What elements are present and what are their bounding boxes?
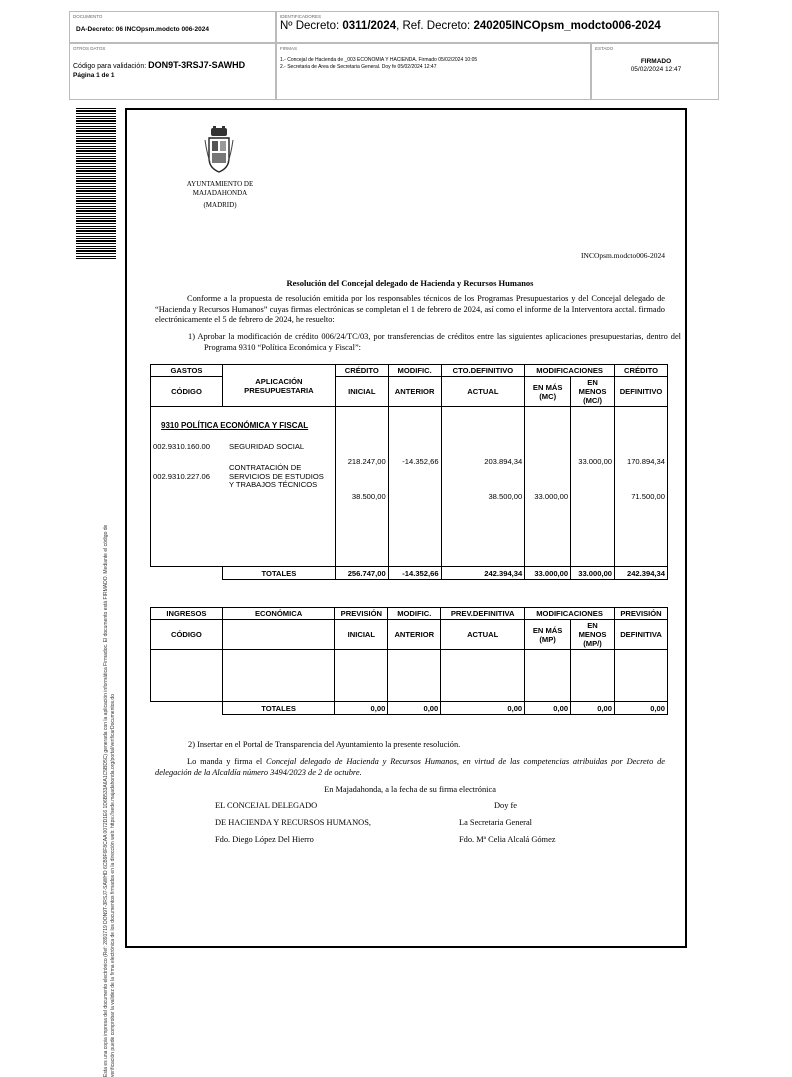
documento-label: DOCUMENTO	[73, 14, 103, 19]
i-h-economica: ECONÓMICA	[222, 608, 335, 620]
estado-date: 05/02/2024 12:47	[630, 66, 682, 73]
gastos-tot-enmas: 33.000,00	[525, 567, 571, 580]
i-h-prevision: PREVISIÓN	[335, 608, 388, 620]
header-firmas-box	[276, 43, 591, 100]
decreto-line	[280, 20, 661, 32]
row-1-inicial: 218.247,00	[347, 457, 386, 466]
codigo-label: Código para validación:	[73, 63, 147, 70]
coat-of-arms-icon	[204, 126, 234, 174]
sig-right-1: Doy fe	[494, 801, 518, 810]
h-inicial: INICIAL	[335, 377, 388, 407]
gastos-table	[150, 364, 668, 580]
ingresos-tot-inicial: 0,00	[335, 702, 388, 715]
decreto-number: 0311/2024	[342, 20, 397, 32]
manda-italic: Concejal delegado de Hacienda y Recursos Humanos, en virtud de las competencias atribuidas por Decreto de delegación de la Alcaldía número 3494/2023 de 2 de octubre.	[155, 757, 666, 777]
col-enmas	[525, 407, 571, 567]
i-h-enmas: EN MÁS (MP)	[525, 620, 571, 650]
h-definitivo: DEFINITIVO	[615, 377, 668, 407]
row-2-aplicacion: CONTRATACIÓN DE SERVICIOS DE ESTUDIOS Y TRABAJOS TÉCNICOS	[229, 463, 324, 489]
gastos-tot-inicial: 256.747,00	[335, 567, 388, 580]
row-2-anterior	[391, 492, 439, 501]
ingresos-totals-row	[151, 702, 668, 715]
row-1-definitivo: 170.894,34	[626, 457, 665, 466]
i-h-definitiva: DEFINITIVA	[615, 620, 668, 650]
gastos-totals-row	[151, 567, 668, 580]
row-2-enmas: 33.000,00	[534, 492, 569, 501]
letterhead-line-3: (MADRID)	[203, 201, 237, 209]
h-aplicacion: APLICACIÓN PRESUPUESTARIA	[222, 365, 335, 407]
ingresos-totales-label: TOTALES	[222, 702, 335, 715]
program-heading: 9310 POLÍTICA ECONÓMICA Y FISCAL	[161, 421, 309, 430]
header-identificadores-box	[276, 11, 719, 43]
i-h-ingresos: INGRESOS	[151, 608, 223, 620]
h-enmenos: EN MENOS (MC/)	[571, 377, 615, 407]
ref-number: 240205INCOpsm_modcto006-2024	[473, 20, 661, 32]
h-modificaciones: MODIFICACIONES	[525, 365, 615, 377]
sig-left-3: Fdo. Diego López Del Hierro	[215, 835, 314, 844]
h-actual: ACTUAL	[441, 377, 525, 407]
ingresos-tot-enmenos: 0,00	[571, 702, 615, 715]
i-h-prevision-2: PREVISIÓN	[615, 608, 668, 620]
otros-label: OTROS DATOS	[73, 46, 106, 51]
codigo-value: DON9T-3RSJ7-SAWHD	[148, 60, 246, 70]
header-documento-box	[69, 11, 276, 43]
h-credito-2: CRÉDITO	[615, 365, 668, 377]
item-1: 1) Aprobar la modificación de crédito 006/24/TC/03, por transferencias de créditos entre las siguientes aplicaciones presupuestarias, dentro del Programa 9310 “Política Económica y Fiscal”:	[188, 332, 681, 352]
gastos-tot-anterior: -14.352,66	[388, 567, 441, 580]
manda-paragraph	[155, 757, 665, 778]
estado-label: ESTADO	[595, 46, 614, 51]
gastos-totales-label: TOTALES	[222, 567, 335, 580]
documento-value: DA-Decreto: 06 INCOpsm.modcto 006-2024	[76, 26, 209, 33]
letterhead-line-2: MAJADAHONDA	[192, 189, 248, 197]
row-2-definitivo: 71.500,00	[631, 492, 665, 501]
col-enmenos	[571, 407, 615, 567]
side-verification-text	[103, 197, 117, 1077]
sig-right-2: La Secretaria General	[459, 818, 532, 827]
row-1-codigo: 002.9310.160.00	[153, 442, 211, 451]
ingresos-tot-anterior: 0,00	[388, 702, 441, 715]
estado-value: FIRMADO	[640, 58, 672, 65]
row-1-actual: 203.894,34	[484, 457, 523, 466]
i-h-inicial: INICIAL	[335, 620, 388, 650]
i-h-modific: MODIFIC.	[388, 608, 441, 620]
gastos-tot-definitivo: 242.394,34	[615, 567, 668, 580]
h-ctodef: CTO.DEFINITIVO	[441, 365, 525, 377]
h-credito: CRÉDITO	[335, 365, 388, 377]
header-estado-box	[591, 43, 719, 100]
letterhead-line-1: AYUNTAMIENTO DE	[186, 180, 254, 188]
side-text-line-2: verificación puede comprobar la validez de la firma electrónica de los documentos firmados en la dirección web: https://sede.majadahonda.org/portal/verificarDocumentos.do	[110, 694, 116, 1077]
i-h-enmenos: EN MENOS (MP/)	[571, 620, 615, 650]
gastos-body-left	[151, 407, 336, 567]
firma-2: 2.- Secretaria de Area de Secretaria General. Doy fe 05/02/2024 12:47	[280, 64, 437, 70]
intro-paragraph: Conforme a la propuesta de resolución emitida por los responsables técnicos de los Programas Presupuestarios y del Concejal delegado de “Hacienda y Recursos Humanos” cuyas firmas electrónicas se completan el 1 de febrero de 2024, así como el informe de la Interventora acctal. firmado electrónicamente el 5 de febrero de 2024, he resuelto:	[155, 294, 665, 324]
h-modific: MODIFIC.	[388, 365, 441, 377]
h-gastos: GASTOS	[151, 365, 223, 377]
ingresos-body-row	[151, 650, 668, 702]
h-codigo: CÓDIGO	[151, 377, 223, 407]
identificadores-label: IDENTIFICADORES	[280, 14, 322, 19]
item-2: 2) Insertar en el Portal de Transparencia del Ayuntamiento la presente resolución.	[188, 740, 461, 749]
ingresos-table	[150, 607, 668, 715]
table-row	[151, 464, 335, 490]
firma-1: 1.- Concejal de Hacienda de _003 ECONOMIA Y HACIENDA. Firmado 05/02/2024 10:05	[280, 57, 478, 63]
col-inicial	[335, 407, 388, 567]
firmas-label: FIRMAS	[280, 46, 298, 51]
row-2-actual: 38.500,00	[488, 492, 523, 501]
col-actual	[441, 407, 525, 567]
h-anterior: ANTERIOR	[388, 377, 441, 407]
gastos-body-row	[151, 407, 668, 567]
manda-lead: Lo manda y firma el	[187, 757, 267, 766]
i-h-codigo: CÓDIGO	[151, 620, 223, 650]
reference-code: INCOpsm.modcto006-2024	[581, 251, 665, 260]
i-h-anterior: ANTERIOR	[388, 620, 441, 650]
sig-right-3: Fdo. Mª Celia Alcalá Gómez	[459, 835, 556, 844]
row-1-anterior: -14.352,66	[402, 457, 439, 466]
codigo-line	[73, 60, 245, 70]
header-otros-box	[69, 43, 276, 100]
i-h-prevdef: PREV.DEFINITIVA	[441, 608, 525, 620]
sig-left-1: EL CONCEJAL DELEGADO	[215, 801, 318, 810]
table-row	[151, 442, 335, 451]
decreto-prefix: Nº Decreto:	[280, 20, 340, 32]
row-1-enmenos: 33.000,00	[578, 457, 613, 466]
h-enmas: EN MÁS (MC)	[525, 377, 571, 407]
i-h-modificaciones: MODIFICACIONES	[525, 608, 615, 620]
gastos-tot-actual: 242.394,34	[441, 567, 525, 580]
pagina-label: Página 1 de 1	[73, 72, 115, 79]
resolution-title: Resolución del Concejal delegado de Hacienda y Recursos Humanos	[286, 278, 534, 288]
ref-prefix: , Ref. Decreto:	[396, 20, 471, 32]
col-anterior	[388, 407, 441, 567]
row-1-aplicacion: SEGURIDAD SOCIAL	[229, 442, 305, 451]
ingresos-tot-enmas: 0,00	[525, 702, 571, 715]
ingresos-tot-definitiva: 0,00	[615, 702, 668, 715]
ingresos-tot-actual: 0,00	[441, 702, 525, 715]
row-2-codigo: 002.9310.227.06	[153, 472, 211, 482]
row-2-enmenos	[573, 492, 612, 501]
sig-left-2: DE HACIENDA Y RECURSOS HUMANOS,	[215, 818, 371, 827]
row-1-enmas	[527, 457, 568, 466]
gastos-tot-enmenos: 33.000,00	[571, 567, 615, 580]
i-h-actual: ACTUAL	[441, 620, 525, 650]
side-text-line-1: Esta es una copia impresa del documento electrónico (Ref: 2891719 DON9T-3RSJ7-SAWHD 6CB9F6F8CAA 0072D1E6 1D6B533A6A1C5BD5C) generada con la aplicación informática Firmadoc. El documento está FIRMADO. Mediante el código de	[103, 524, 109, 1077]
row-2-inicial: 38.500,00	[351, 492, 386, 501]
place-line: En Majadahonda, a la fecha de su firma electrónica	[324, 785, 496, 794]
col-definitivo	[615, 407, 668, 567]
